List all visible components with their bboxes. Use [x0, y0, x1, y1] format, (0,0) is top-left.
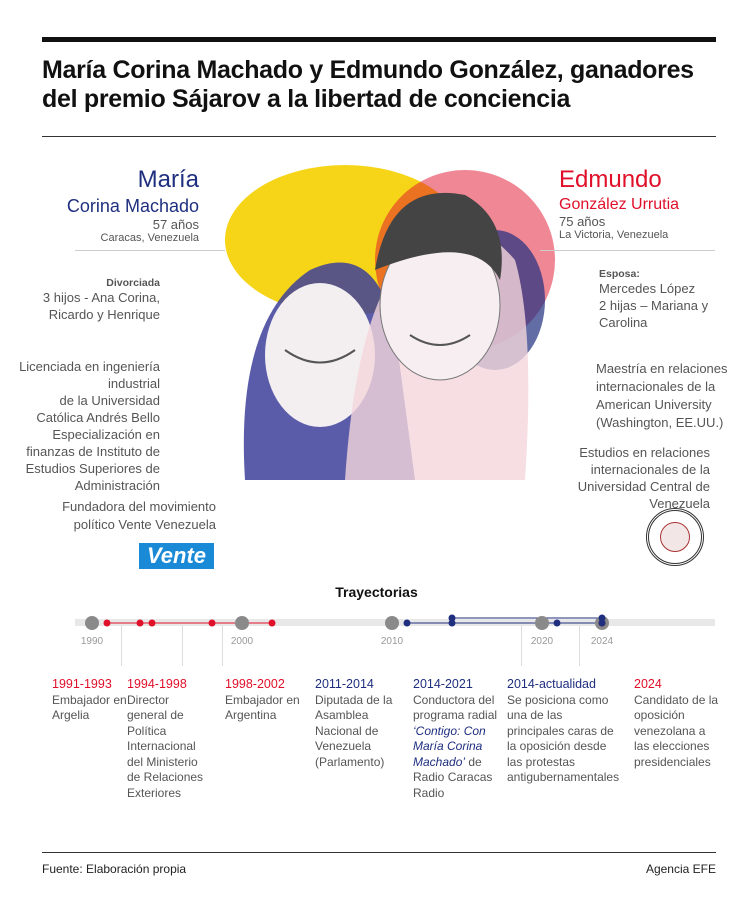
maria-age: 57 años [152, 217, 199, 232]
edmundo-header [559, 166, 729, 241]
timeline-event [507, 677, 620, 786]
divider [42, 136, 716, 137]
year-label: 2024 [590, 636, 614, 647]
decade-marker [235, 616, 249, 630]
vente-logo: Vente [139, 543, 214, 569]
timeline-event [315, 677, 400, 770]
edmundo-place: La Victoria, Venezuela [559, 229, 669, 241]
decade-marker [85, 616, 99, 630]
leader-line [540, 250, 715, 251]
year-label: 2020 [530, 636, 554, 647]
maria-founder: Fundadora del movimiento político Vente Venezuela [62, 499, 216, 532]
edmundo-dot [149, 620, 156, 627]
edmundo-edu-university: de la American University (Washington, EE.UU.) [596, 379, 724, 430]
maria-dot [404, 620, 411, 627]
timeline-event [52, 677, 137, 724]
event-text: Conductora del programa radial [413, 692, 498, 722]
event-text: de Radio Caracas Radio [413, 754, 493, 800]
decade-marker [385, 616, 399, 630]
edmundo-children: 2 hijas – Mariana y Carolina [599, 298, 709, 330]
maria-edu-specialization: Especialización en finanzas de Instituto de Estudios Superiores de Administración [25, 427, 160, 493]
edmundo-spouse-label: Esposa: [599, 268, 640, 280]
event-period: 2011-2014 [315, 677, 374, 691]
timeline-event [413, 677, 505, 801]
event-description: Director general de Política Internacional del Ministerio de Relaciones Exteriores [127, 692, 204, 800]
edmundo-first-name: Edmundo [559, 166, 662, 193]
edmundo-family [599, 268, 729, 331]
event-period: 2014-actualidad [507, 677, 596, 691]
source-note: Fuente: Elaboración propia [42, 862, 187, 876]
edmundo-age: 75 años [559, 214, 606, 229]
maria-dot [449, 615, 456, 622]
edmundo-education [596, 360, 736, 432]
maria-education [10, 358, 160, 494]
event-description: Candidato de la oposición venezolana a las elecciones presidenciales [634, 692, 719, 769]
edmundo-dot [209, 620, 216, 627]
connector-line [521, 626, 522, 666]
timeline-event [225, 677, 310, 724]
year-label: 2010 [380, 636, 404, 647]
maria-children: 3 hijos - Ana Corina, Ricardo y Henrique [42, 290, 160, 322]
maria-first-name: María [137, 166, 199, 193]
event-period: 2014-2021 [413, 677, 473, 691]
event-description: Embajador en Argentina [225, 692, 300, 722]
divider [42, 852, 716, 853]
maria-status: Divorciada [106, 277, 160, 289]
event-period: 1991-1993 [52, 677, 112, 691]
event-description: Se posiciona como una de las principales caras de la oposición desde las protestas antigubernamentales [507, 692, 620, 784]
maria-edu-university: de la Universidad Católica Andrés Bello [36, 393, 160, 425]
edmundo-dot [137, 620, 144, 627]
page-title: María Corina Machado y Edmundo González, ganadores del premio Sájarov a la libertad de conciencia [42, 56, 694, 113]
year-label: 2000 [230, 636, 254, 647]
edmundo-dot [104, 620, 111, 627]
edmundo-spouse: Mercedes López [599, 281, 696, 296]
ucv-seal-logo [646, 508, 704, 566]
top-rule [42, 37, 716, 42]
connector-line [579, 626, 580, 666]
connector-line [222, 626, 223, 666]
maria-edu-degree: Licenciada en ingeniería industrial [19, 359, 160, 391]
portraits-illustration [225, 150, 555, 570]
event-period: 2024 [634, 677, 662, 691]
agency-credit: Agencia EFE [645, 862, 716, 876]
timeline-event [127, 677, 212, 801]
maria-header [0, 166, 199, 244]
connector-line [121, 626, 122, 666]
maria-last-name: Corina Machado [66, 196, 199, 216]
leader-line [75, 250, 225, 251]
timeline-event [634, 677, 724, 770]
program-name: ‘Contigo: Con María Corina Machado’ [413, 723, 486, 769]
year-label: 1990 [80, 636, 104, 647]
edmundo-studies: Estudios en relaciones internacionales de la Universidad Central de Venezuela [577, 445, 710, 511]
event-description [413, 693, 505, 802]
timeline-title: Trayectorias [335, 584, 418, 600]
event-period: 1998-2002 [225, 677, 285, 691]
maria-family [0, 277, 160, 323]
event-description: Embajador en Argelia [52, 692, 127, 722]
event-description: Diputada de la Asamblea Nacional de Venezuela (Parlamento) [315, 692, 393, 769]
maria-dot [599, 615, 606, 622]
edmundo-dot [269, 620, 276, 627]
maria-dot [554, 620, 561, 627]
decade-marker [535, 616, 549, 630]
event-period: 1994-1998 [127, 677, 187, 691]
maria-place: Caracas, Venezuela [100, 232, 199, 244]
edmundo-edu-degree: Maestría en relaciones internacionales [596, 361, 728, 394]
connector-line [182, 626, 183, 666]
edmundo-last-name: González Urrutia [559, 196, 680, 213]
